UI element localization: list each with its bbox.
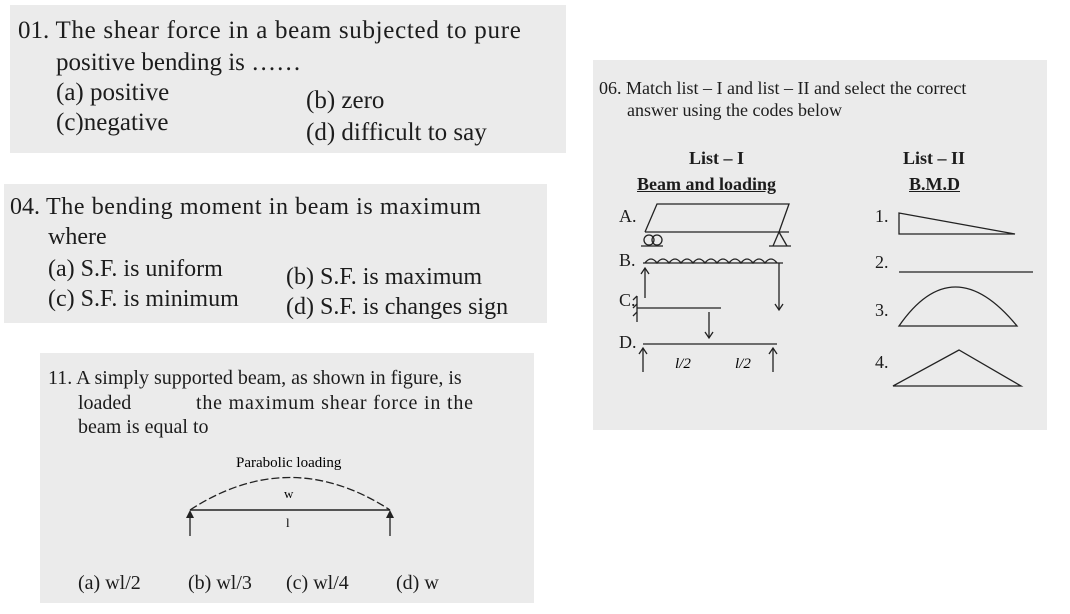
right-reaction-arrowhead	[386, 510, 394, 518]
question-11-option-c[interactable]: (c) wl/4	[286, 572, 349, 594]
question-06-text-line2: answer using the codes below	[627, 100, 842, 120]
question-11-text-line3: beam is equal to	[78, 416, 209, 438]
half-span-left: l/2	[675, 356, 691, 372]
question-11-number: 11.	[48, 367, 73, 389]
question-11-text-line2a: loaded	[78, 392, 132, 414]
question-04-option-b[interactable]: (b) S.F. is maximum	[286, 264, 483, 290]
question-04-option-a[interactable]: (a) S.F. is uniform	[48, 256, 223, 282]
question-01-text-line2: positive bending is ……	[56, 49, 302, 76]
question-11-text-line1: A simply supported beam, as shown in figure, is	[76, 367, 462, 389]
question-11-option-a[interactable]: (a) wl/2	[78, 572, 141, 594]
question-06-text-line1: Match list – I and list – II and select the correct	[626, 78, 967, 98]
question-04-option-d[interactable]: (d) S.F. is changes sign	[286, 294, 509, 320]
half-span-right: l/2	[735, 356, 751, 372]
bmd-1-triangle	[899, 213, 1015, 234]
figure-caption: Parabolic loading	[236, 455, 342, 471]
question-04-card	[4, 184, 547, 323]
list1-item-d: D.	[619, 332, 637, 352]
bmd-3-parabola	[899, 287, 1017, 326]
list1-item-b: B.	[619, 250, 636, 270]
question-04-line1	[10, 194, 481, 221]
list2-subtitle: B.M.D	[909, 174, 960, 194]
question-01-number: 01.	[18, 17, 50, 44]
list1-subtitle: Beam and loading	[637, 174, 777, 194]
list2-title: List – II	[903, 148, 966, 168]
question-04-text-line1: The bending moment in beam is maximum	[46, 194, 482, 220]
question-04-option-c[interactable]: (c) S.F. is minimum	[48, 286, 239, 312]
list1-item-a: A.	[619, 206, 637, 226]
question-01-option-a[interactable]: (a) positive	[56, 79, 170, 106]
span-label-l: l	[286, 515, 290, 530]
question-11-option-d[interactable]: (d) w	[396, 572, 439, 594]
load-label-w: w	[284, 486, 294, 501]
question-11-text-line2b: the maximum shear force in the	[196, 392, 474, 414]
figure-b-beam	[641, 259, 783, 310]
list2-item-2: 2.	[875, 252, 889, 272]
list2-item-1: 1.	[875, 206, 889, 226]
bmd-4-triangle	[893, 350, 1021, 386]
figure-c-beam	[633, 296, 721, 338]
question-01-text-line1: The shear force in a beam subjected to pure	[55, 17, 522, 44]
match-figures	[593, 60, 1047, 430]
list2-item-3: 3.	[875, 300, 889, 320]
question-01-option-c[interactable]: (c)negative	[56, 109, 169, 136]
figure-a-beam	[641, 204, 791, 246]
question-06-card	[593, 60, 1047, 430]
question-11-option-b[interactable]: (b) wl/3	[188, 572, 252, 594]
left-reaction-arrowhead	[186, 510, 194, 518]
question-06-number: 06.	[599, 78, 622, 98]
question-04-text-line2: where	[48, 224, 107, 250]
list2-item-4: 4.	[875, 352, 889, 372]
question-11-card	[40, 353, 534, 603]
parabolic-loading-figure	[40, 353, 534, 603]
figure-d-beam	[639, 344, 777, 372]
list1-item-c: C.	[619, 290, 636, 310]
question-01-option-d[interactable]: (d) difficult to say	[306, 119, 487, 146]
question-01-line1	[18, 17, 522, 45]
question-04-number: 04.	[10, 194, 40, 220]
question-01-card	[10, 5, 566, 153]
list1-title: List – I	[689, 148, 745, 168]
question-01-option-b[interactable]: (b) zero	[306, 87, 385, 114]
